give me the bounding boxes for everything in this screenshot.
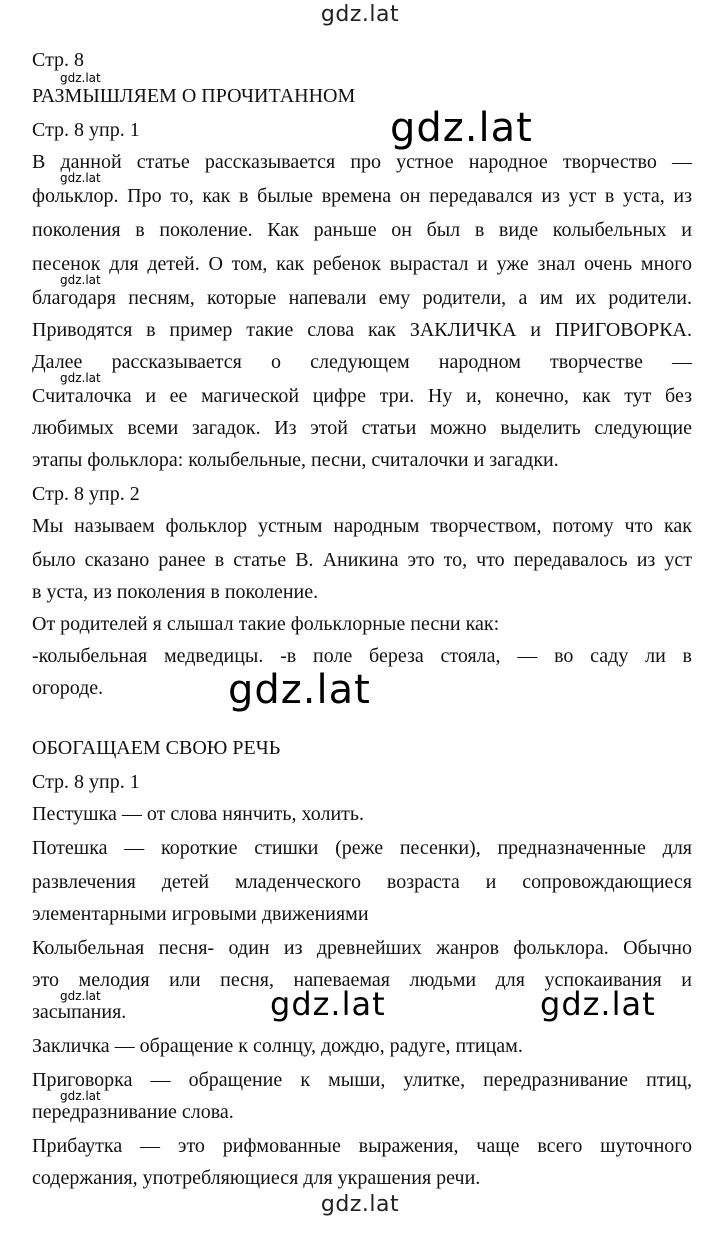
paragraph-line: От родителей я слышал такие фольклорные песни как: — [32, 613, 500, 635]
exercise-reference: Стр. 8 упр. 1 — [32, 771, 140, 793]
paragraph-line: фольклор. Про то, как в былые времена он передавался из уст в уста, из — [32, 185, 692, 207]
exercise-reference: Стр. 8 упр. 2 — [32, 483, 140, 505]
paragraph-line: Приговорка — обращение к мыши, улитке, передразнивание птиц, — [32, 1069, 692, 1091]
paragraph-line: благодаря песням, которые напевали ему родители, а им их родители. — [32, 287, 692, 309]
paragraph-line: Прибаутка — это рифмованные выражения, чаще всего шуточного — [32, 1135, 692, 1157]
paragraph-line: этапы фольклора: колыбельные, песни, считалочки и загадки. — [32, 449, 559, 471]
header-watermark: gdz.lat — [320, 2, 400, 27]
small-watermark: gdz.lat — [60, 273, 101, 287]
paragraph-line: огороде. — [32, 677, 104, 699]
small-watermark: gdz.lat — [60, 171, 101, 185]
small-watermark: gdz.lat — [60, 71, 101, 85]
small-watermark: gdz.lat — [60, 371, 101, 385]
paragraph-line: Потешка — короткие стишки (реже песенки), предназначенные для — [32, 837, 692, 859]
paragraph-line: В данной статье рассказывается про устное народное творчество — — [32, 151, 692, 173]
medium-watermark: gdz.lat — [270, 985, 386, 1023]
paragraph-line: Колыбельная песня- один из древнейших жанров фольклора. Обычно — [32, 937, 692, 959]
paragraph-line: было сказано ранее в статье В. Аникина это то, что передавалось из уст — [32, 549, 692, 571]
paragraph-line: поколения в поколение. Как раньше он был в виде колыбельных и — [32, 219, 692, 241]
paragraph-line: развлечения детей младенческого возраста и сопровождающиеся — [32, 871, 692, 893]
section-heading: РАЗМЫШЛЯЕМ О ПРОЧИТАННОМ — [32, 85, 356, 107]
paragraph-line: песенок для детей. О том, как ребенок вырастал и уже знал очень много — [32, 253, 692, 275]
section-heading: ОБОГАЩАЕМ СВОЮ РЕЧЬ — [32, 737, 281, 759]
paragraph-line: Далее рассказывается о следующем народном творчестве — — [32, 351, 692, 373]
paragraph-line: Пестушка — от слова нянчить, холить. — [32, 803, 365, 825]
paragraph-line: -колыбельная медведицы. -в поле береза стояла, — во саду ли в — [32, 645, 692, 667]
paragraph-line: Приводятся в пример такие слова как ЗАКЛИЧКА и ПРИГОВОРКА. — [32, 319, 692, 341]
paragraph-line: элементарными игровыми движениями — [32, 903, 369, 925]
small-watermark: gdz.lat — [60, 989, 101, 1003]
medium-watermark: gdz.lat — [540, 985, 656, 1023]
paragraph-line: содержания, употребляющиеся для украшения речи. — [32, 1167, 481, 1189]
page-reference: Стр. 8 — [32, 49, 85, 71]
paragraph-line: это мелодия или песня, напеваемая людьми для успокаивания и — [32, 969, 692, 991]
paragraph-line: любимых всеми загадок. Из этой статьи можно выделить следующие — [32, 417, 692, 439]
paragraph-line: в уста, из поколения в поколение. — [32, 581, 319, 603]
small-watermark: gdz.lat — [60, 1089, 101, 1103]
large-watermark: gdz.lat — [228, 667, 371, 713]
paragraph-line: Закличка — обращение к солнцу, дождю, радуге, птицам. — [32, 1035, 523, 1057]
paragraph-line: Считалочка и ее магической цифре три. Ну и, конечно, как тут без — [32, 385, 692, 407]
large-watermark: gdz.lat — [390, 105, 533, 151]
paragraph-line: передразнивание слова. — [32, 1101, 234, 1123]
footer-watermark: gdz.lat — [320, 1192, 400, 1217]
paragraph-line: засыпания. — [32, 1001, 127, 1023]
paragraph-line: Мы называем фольклор устным народным творчеством, потому что как — [32, 515, 692, 537]
exercise-reference: Стр. 8 упр. 1 — [32, 119, 140, 141]
